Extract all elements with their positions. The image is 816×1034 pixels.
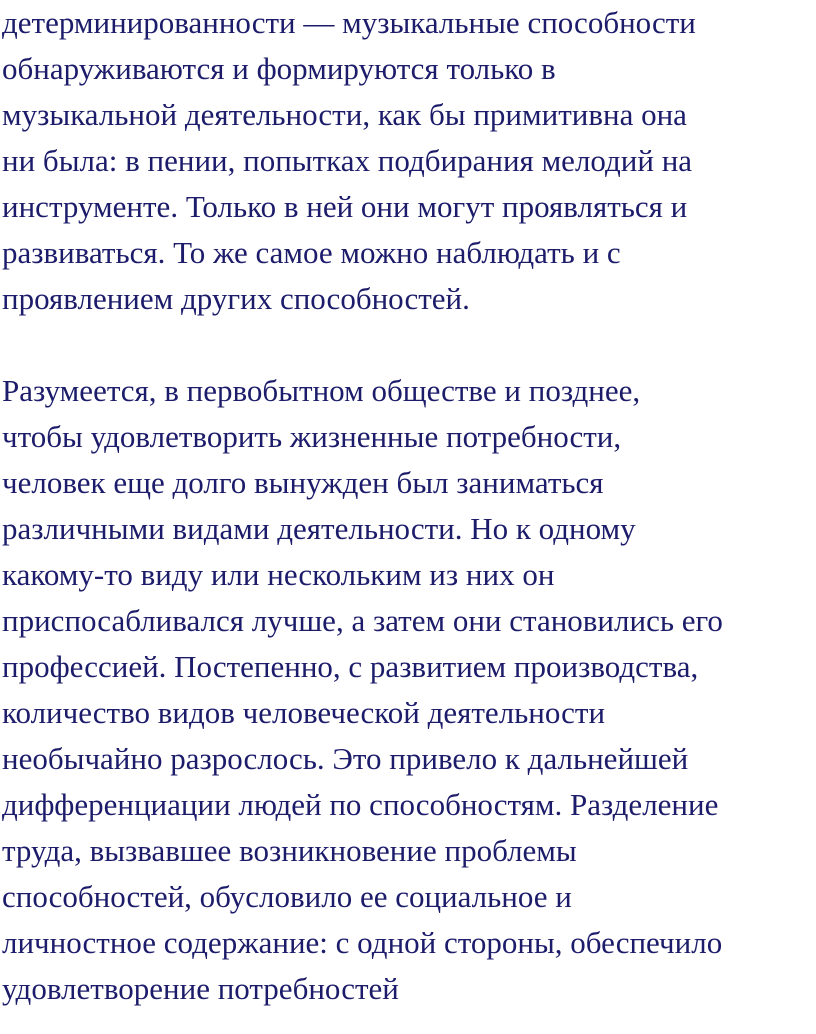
paragraph-line: человек еще долго вынужден был заниматься [2, 465, 604, 500]
paragraph-line: различными видами деятельности. Но к одному [2, 511, 636, 546]
paragraph-line: удовлетворение потребностей [2, 971, 399, 1006]
paragraph-line: проявлением других способностей. [2, 281, 470, 316]
paragraph-line: детерминированности — музыкальные способности [2, 5, 696, 40]
paragraph-2 [2, 368, 814, 1012]
paragraph-line: приспосабливался лучше, а затем они становились его [2, 603, 723, 638]
paragraph-line: профессией. Постепенно, с развитием производства, [2, 649, 699, 684]
paragraph-line: ни была: в пении, попытках подбирания мелодий на [2, 143, 693, 178]
paragraph-1 [2, 0, 814, 322]
paragraph-line: необычайно разрослось. Это привело к дальнейшей [2, 741, 689, 776]
paragraph-line: чтобы удовлетворить жизненные потребности, [2, 419, 622, 454]
paragraph-line: какому-то виду или нескольким из них он [2, 557, 555, 592]
paragraph-line: личностное содержание: с одной стороны, обеспечило [2, 925, 723, 960]
paragraph-line: труда, вызвавшее возникновение проблемы [2, 833, 577, 868]
paragraph-line: способностей, обусловило ее социальное и [2, 879, 572, 914]
paragraph-line: музыкальной деятельности, как бы примитивна она [2, 97, 687, 132]
paragraph-line: обнаруживаются и формируются только в [2, 51, 556, 86]
paragraph-line: количество видов человеческой деятельности [2, 695, 606, 730]
paragraph-line: инструменте. Только в ней они могут проявляться и [2, 189, 688, 224]
paragraph-line: дифференциации людей по способностям. Разделение [2, 787, 719, 822]
paragraph-line: Разумеется, в первобытном обществе и позднее, [2, 373, 641, 408]
paragraph-line: развиваться. То же самое можно наблюдать и с [2, 235, 621, 270]
